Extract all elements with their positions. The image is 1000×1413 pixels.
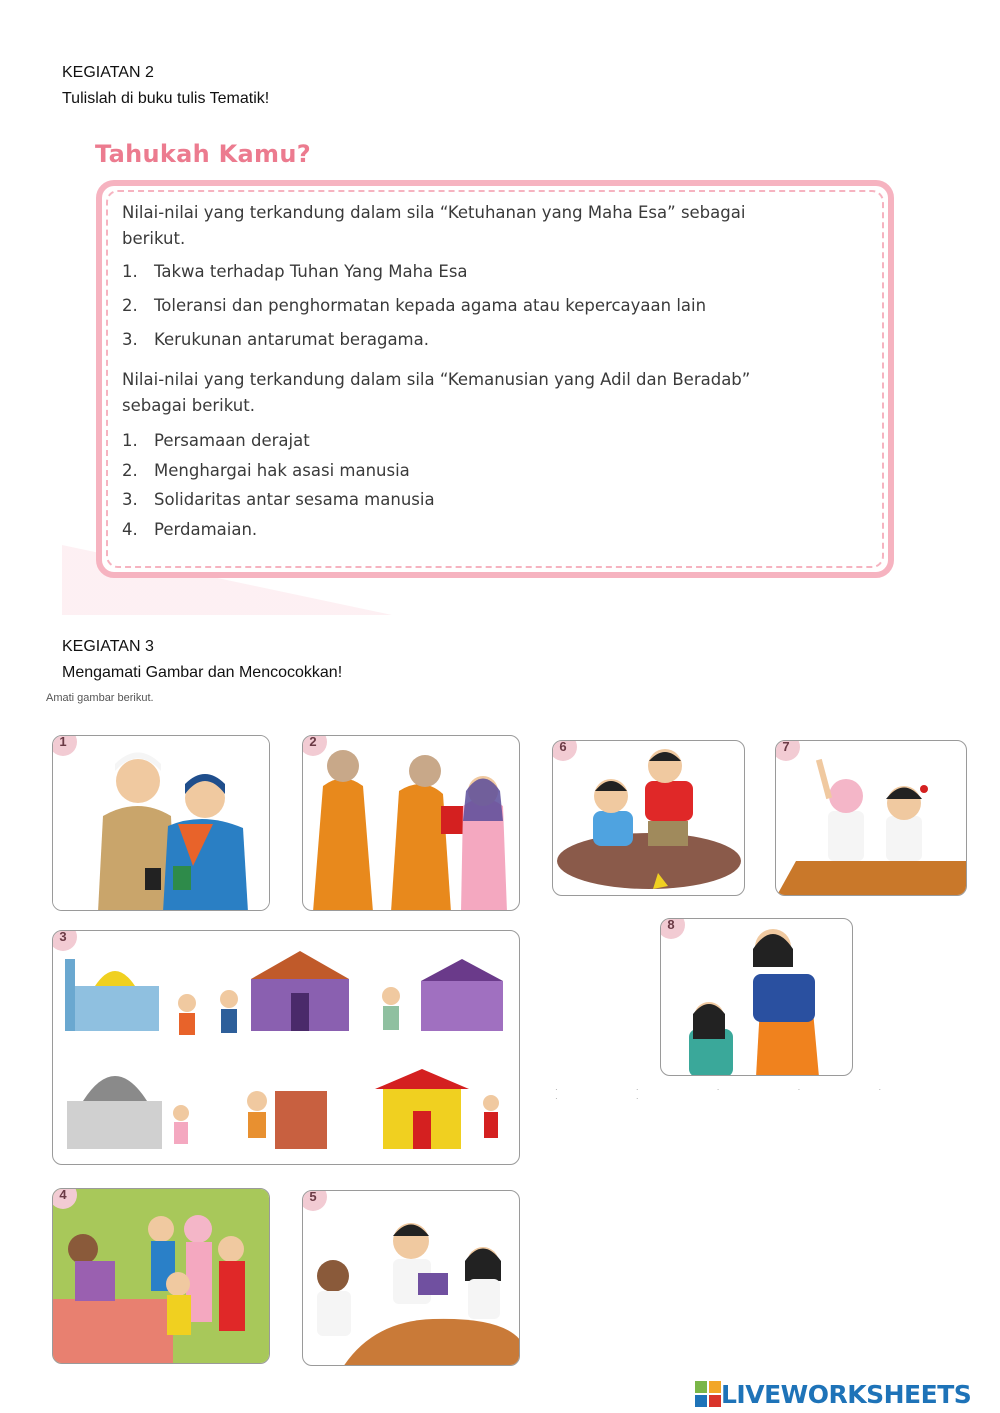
picture-2-illustration [303,736,520,911]
picture-7-card [775,740,967,896]
list-number: 2. [122,296,138,315]
picture-number-badge: 3 [52,930,77,951]
list-number: 2. [122,461,138,480]
list2-item [122,431,310,450]
picture-5-illustration [303,1191,520,1366]
picture-number-badge: 5 [302,1190,327,1211]
tahukah-intro-1b: berikut. [122,229,186,248]
list-text: Perdamaian. [154,520,258,539]
list-text: Toleransi dan penghormatan kepada agama atau kepercayaan lain [154,296,707,315]
picture-number-badge: 4 [52,1188,77,1209]
picture-5-card [302,1190,520,1366]
kegiatan-2-title: KEGIATAN 2 [62,64,154,81]
picture-3-card [52,930,520,1165]
list-number: 1. [122,431,138,450]
picture-3-illustration [53,931,520,1165]
liveworksheets-logo [695,1378,971,1410]
list1-item [122,262,468,281]
list1-item [122,296,706,315]
list-text: Persamaan derajat [154,431,310,450]
logo-grid-icon [695,1381,721,1407]
list-number: 1. [122,262,138,281]
picture-number-badge: 6 [552,740,577,761]
picture-8-card [660,918,853,1076]
tahukah-intro-1: Nilai-nilai yang terkandung dalam sila “Ketuhanan yang Maha Esa” sebagai [122,203,746,222]
picture-6-illustration [553,741,745,896]
tahukah-intro-2b: sebagai berikut. [122,396,255,415]
list1-item [122,330,429,349]
picture-number-badge: 1 [52,735,77,756]
picture-2-card [302,735,520,911]
list-text: Kerukunan antarumat beragama. [154,330,429,349]
list2-item [122,461,410,480]
list-text: Takwa terhadap Tuhan Yang Maha Esa [154,262,468,281]
list-number: 3. [122,330,138,349]
logo-text: LIVEWORKSHEETS [721,1379,972,1409]
kegiatan-2-instruction: Tulislah di buku tulis Tematik! [62,90,270,107]
list-number: 4. [122,520,138,539]
list-number: 3. [122,490,138,509]
picture-number-badge: 7 [775,740,800,761]
picture-1-illustration [53,736,270,911]
faint-dots: · · · · · · · [555,1085,920,1103]
picture-1-card [52,735,270,911]
picture-7-illustration [776,741,967,896]
picture-4-card [52,1188,270,1364]
picture-number-badge: 2 [302,735,327,756]
list2-item [122,520,257,539]
list2-item [122,490,435,509]
picture-number-badge: 8 [660,918,685,939]
list-text: Menghargai hak asasi manusia [154,461,410,480]
picture-6-card [552,740,745,896]
list-text: Solidaritas antar sesama manusia [154,490,435,509]
tahukah-intro-2: Nilai-nilai yang terkandung dalam sila “Kemanusian yang Adil dan Beradab” [122,370,751,389]
kegiatan-3-instruction: Mengamati Gambar dan Mencocokkan! [62,664,343,681]
kegiatan-3-title: KEGIATAN 3 [62,638,154,655]
tahukah-title: Tahukah Kamu? [95,140,311,168]
picture-8-illustration [661,919,853,1076]
picture-4-illustration [53,1189,270,1364]
observe-note: Amati gambar berikut. [46,692,154,704]
